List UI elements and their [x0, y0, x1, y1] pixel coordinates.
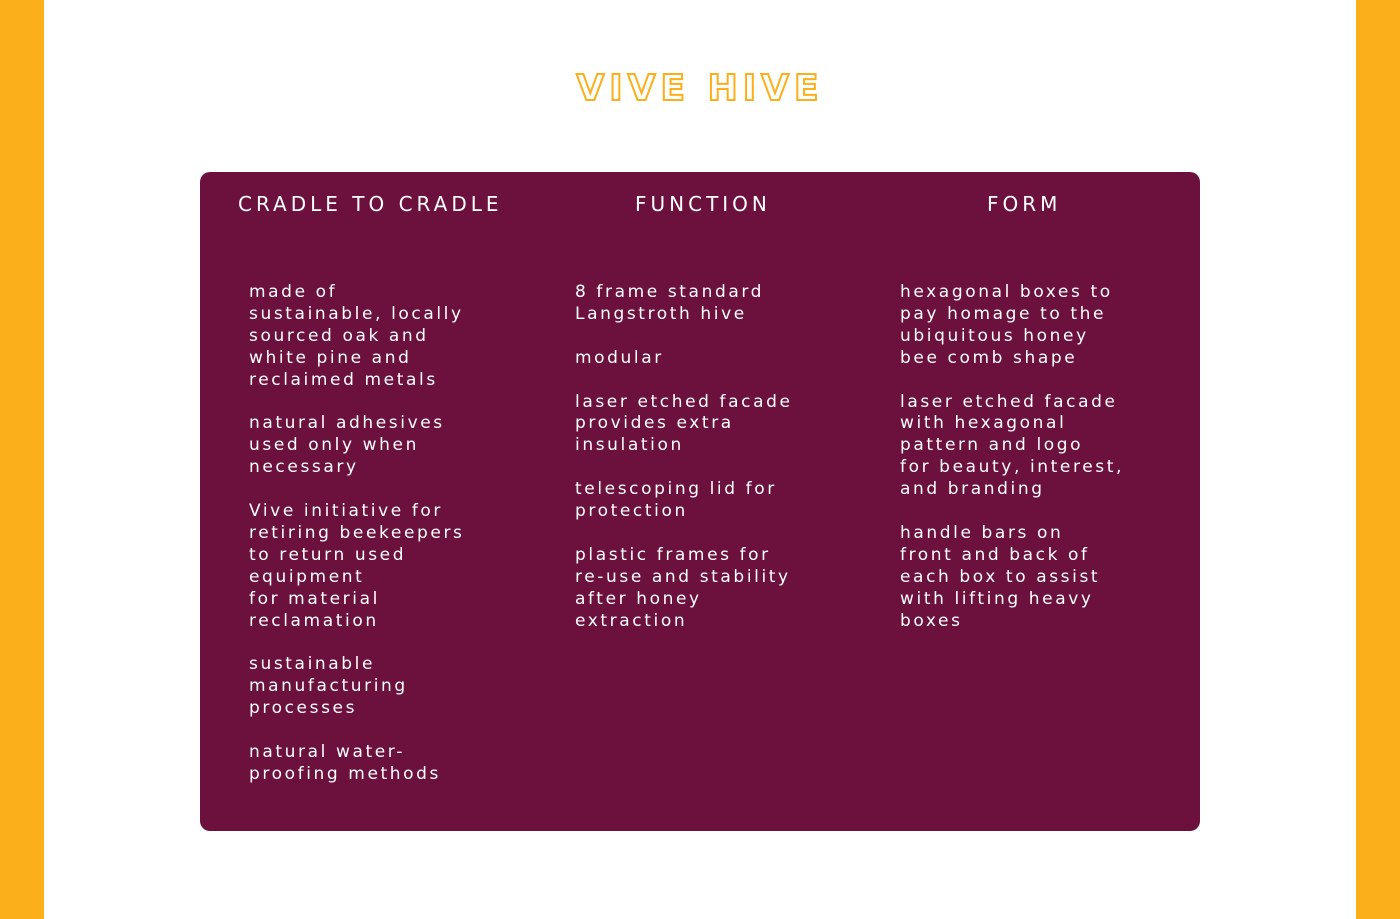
left-accent-bar	[0, 0, 44, 919]
list-item: plastic frames for re-use and stability after honey extraction	[575, 544, 791, 631]
content-panel	[200, 172, 1200, 831]
list-item: telescoping lid for protection	[575, 479, 777, 522]
column-cradle-to-cradle	[249, 282, 465, 808]
list-item: sustainable manufacturing processes	[249, 654, 408, 719]
right-accent-bar	[1356, 0, 1400, 919]
column-heading-form: FORM	[987, 192, 1062, 216]
list-item: 8 frame standard Langstroth hive	[575, 282, 765, 324]
page-title: VIVE HIVE	[576, 68, 824, 109]
list-item: laser etched facade with hexagonal pattern and logo for beauty, interest, and branding	[900, 391, 1124, 500]
list-item: made of sustainable, locally sourced oak and white pine and reclaimed metals	[249, 282, 464, 390]
column-function	[575, 282, 793, 654]
list-item: modular	[575, 347, 664, 368]
list-item: natural adhesives used only when necessary	[249, 413, 445, 478]
list-item: hexagonal boxes to pay homage to the ubiquitous honey bee comb shape	[900, 282, 1113, 368]
column-heading-cradle-to-cradle: CRADLE TO CRADLE	[238, 192, 503, 216]
list-item: natural water- proofing methods	[249, 741, 441, 784]
list-item: Vive initiative for retiring beekeepers to return used equipment for material reclamation	[249, 501, 465, 631]
list-item: laser etched facade provides extra insulation	[575, 391, 793, 456]
column-form	[900, 282, 1124, 654]
list-item: handle bars on front and back of each box to assist with lifting heavy boxes	[900, 522, 1101, 631]
column-heading-function: FUNCTION	[635, 192, 771, 216]
